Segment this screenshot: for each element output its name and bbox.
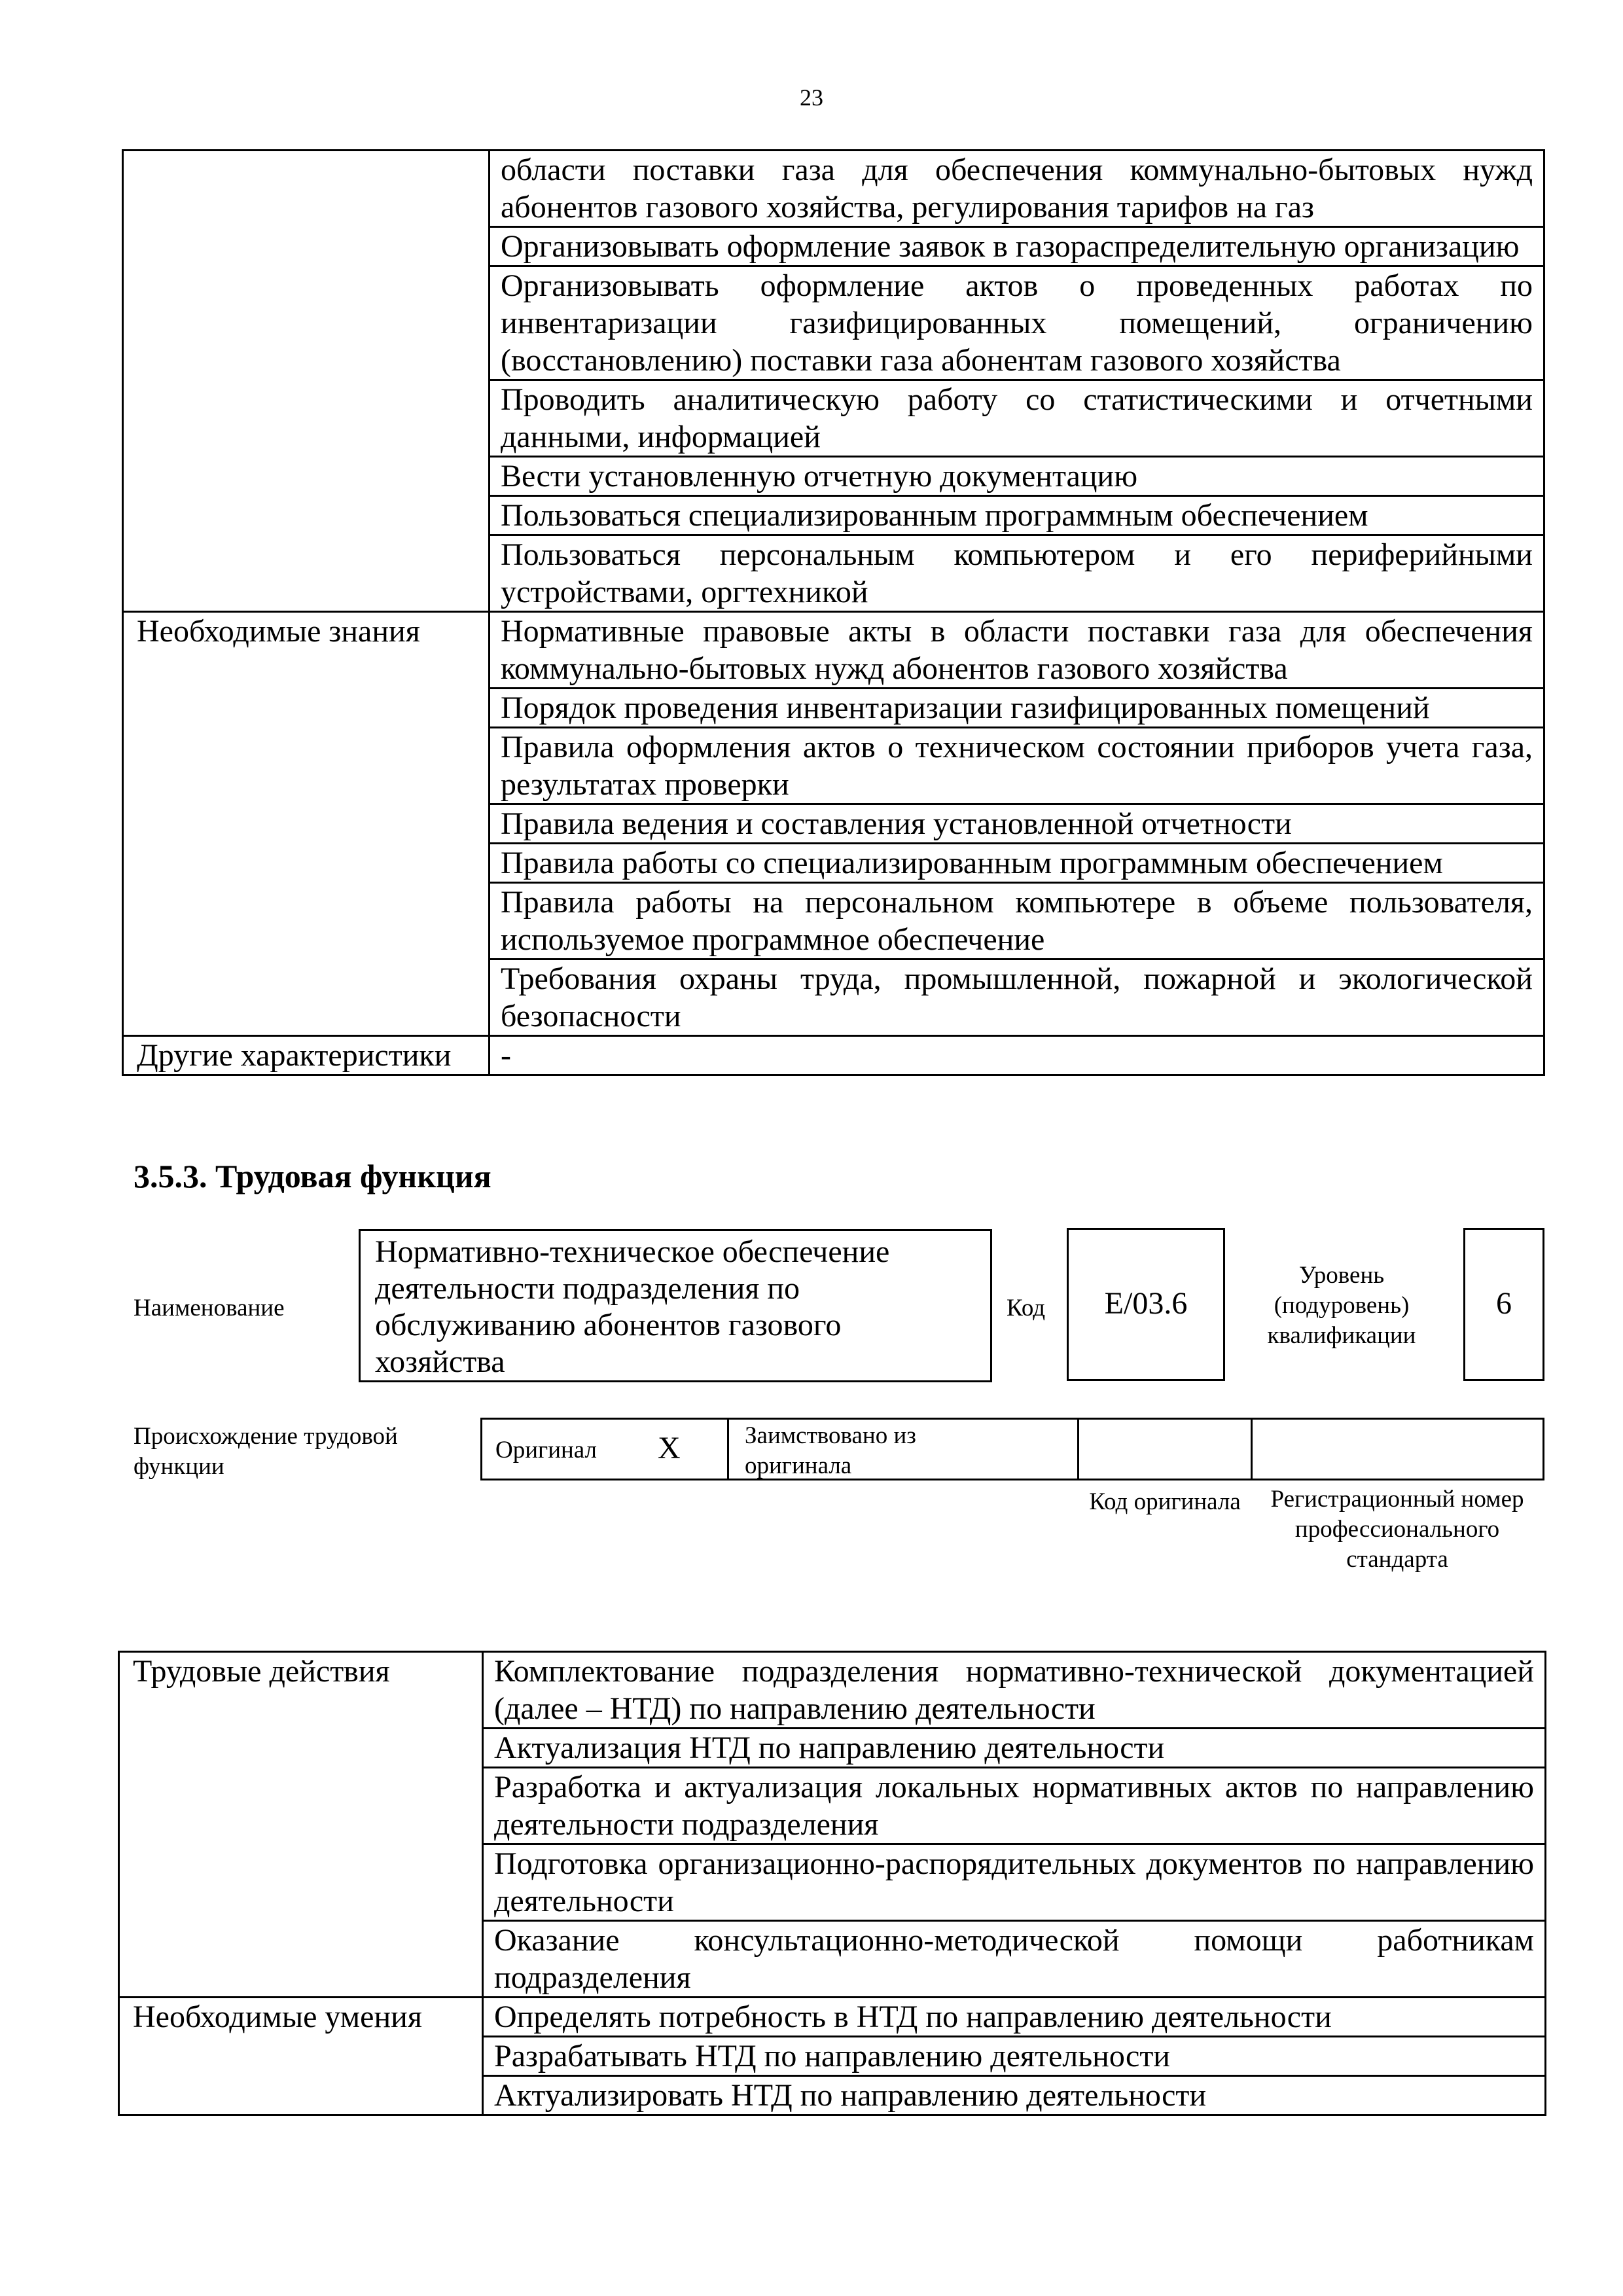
row-text: Комплектование подразделения нормативно-технической документацией (далее – НТД) по направлению деятельности [483,1652,1546,1729]
table-row [123,612,1544,689]
row-text: Порядок проведения инвентаризации газифицированных помещений [490,689,1544,728]
row-text: Правила работы со специализированным программным обеспечением [490,844,1544,883]
row-text: Пользоваться персональным компьютером и его периферийными устройствами, оргтехникой [490,535,1544,612]
table-row [123,151,1544,227]
row-text: Актуализация НТД по направлению деятельности [483,1729,1546,1768]
level-value: 6 [1496,1286,1512,1321]
borrowed-cell [727,1418,1079,1480]
row-text: Разработка и актуализация локальных нормативных актов по направлению деятельности подразделения [483,1768,1546,1844]
row-text: Оказание консультационно-методической помощи работникам подразделения [483,1921,1546,1998]
reg-caption: Регистрационный номер профессионального стандарта [1270,1486,1524,1573]
original-mark: X [658,1431,681,1465]
table-row [119,1998,1546,2037]
row-text: Проводить аналитическую работу со статистическими и отчетными данными, информацией [490,380,1544,457]
row-text: Пользоваться специализированным программным обеспечением [490,496,1544,535]
row-label-skills: Необходимые умения [119,1998,483,2115]
skills-knowledge-table [122,149,1545,1076]
row-text: Требования охраны труда, промышленной, пожарной и экологической безопасности [490,960,1544,1036]
row-label-other: Другие характеристики [123,1036,490,1075]
name-label: Наименование [134,1295,285,1321]
level-label: Уровень (подуровень) квалификации [1267,1262,1416,1349]
row-text: - [490,1036,1544,1075]
row-text: Правила ведения и составления установленной отчетности [490,804,1544,844]
borrowed-label: Заимствовано из оригинала [745,1422,916,1479]
registration-number-cell [1251,1418,1544,1480]
page-number: 23 [800,84,823,111]
row-label [123,151,490,612]
table-row [123,1036,1544,1075]
row-label-knowledge: Необходимые знания [123,612,490,1036]
row-text: Разрабатывать НТД по направлению деятельности [483,2037,1546,2076]
original-cell [480,1418,729,1480]
row-text: Организовывать оформление заявок в газораспределительную организацию [490,227,1544,266]
code-label: Код [1007,1295,1046,1321]
code-caption: Код оригинала [1089,1488,1241,1515]
row-label-actions: Трудовые действия [119,1652,483,1998]
section-heading: 3.5.3. Трудовая функция [134,1158,491,1194]
row-text: Правила оформления актов о техническом состоянии приборов учета газа, результатах проверки [490,728,1544,804]
actions-skills-table [118,1651,1546,2116]
row-text: области поставки газа для обеспечения коммунально-бытовых нужд абонентов газового хозяйства, регулирования тарифов на газ [490,151,1544,227]
level-value-box [1463,1228,1544,1381]
code-value: E/03.6 [1104,1286,1188,1321]
row-text: Организовывать оформление актов о проведенных работах по инвентаризации газифицированных помещений, ограничению (восстановлению) поставки газа абонентам газового хозяйства [490,266,1544,380]
name-value: Нормативно-техническое обеспечение деятельности подразделения по обслуживанию абонентов газового хозяйства [375,1234,890,1379]
original-label: Оригинал [495,1437,597,1463]
row-text: Вести установленную отчетную документацию [490,457,1544,496]
row-text: Актуализировать НТД по направлению деятельности [483,2076,1546,2115]
row-text: Подготовка организационно-распорядительных документов по направлению деятельности [483,1844,1546,1921]
original-code-cell [1077,1418,1253,1480]
row-text: Нормативные правовые акты в области поставки газа для обеспечения коммунально-бытовых нужд абонентов газового хозяйства [490,612,1544,689]
origin-label: Происхождение трудовой функции [134,1423,398,1480]
row-text: Правила работы на персональном компьютере в объеме пользователя, используемое программное обеспечение [490,883,1544,960]
row-text: Определять потребность в НТД по направлению деятельности [483,1998,1546,2037]
code-value-box [1067,1228,1225,1381]
table-row [119,1652,1546,1729]
name-value-box [359,1229,992,1382]
